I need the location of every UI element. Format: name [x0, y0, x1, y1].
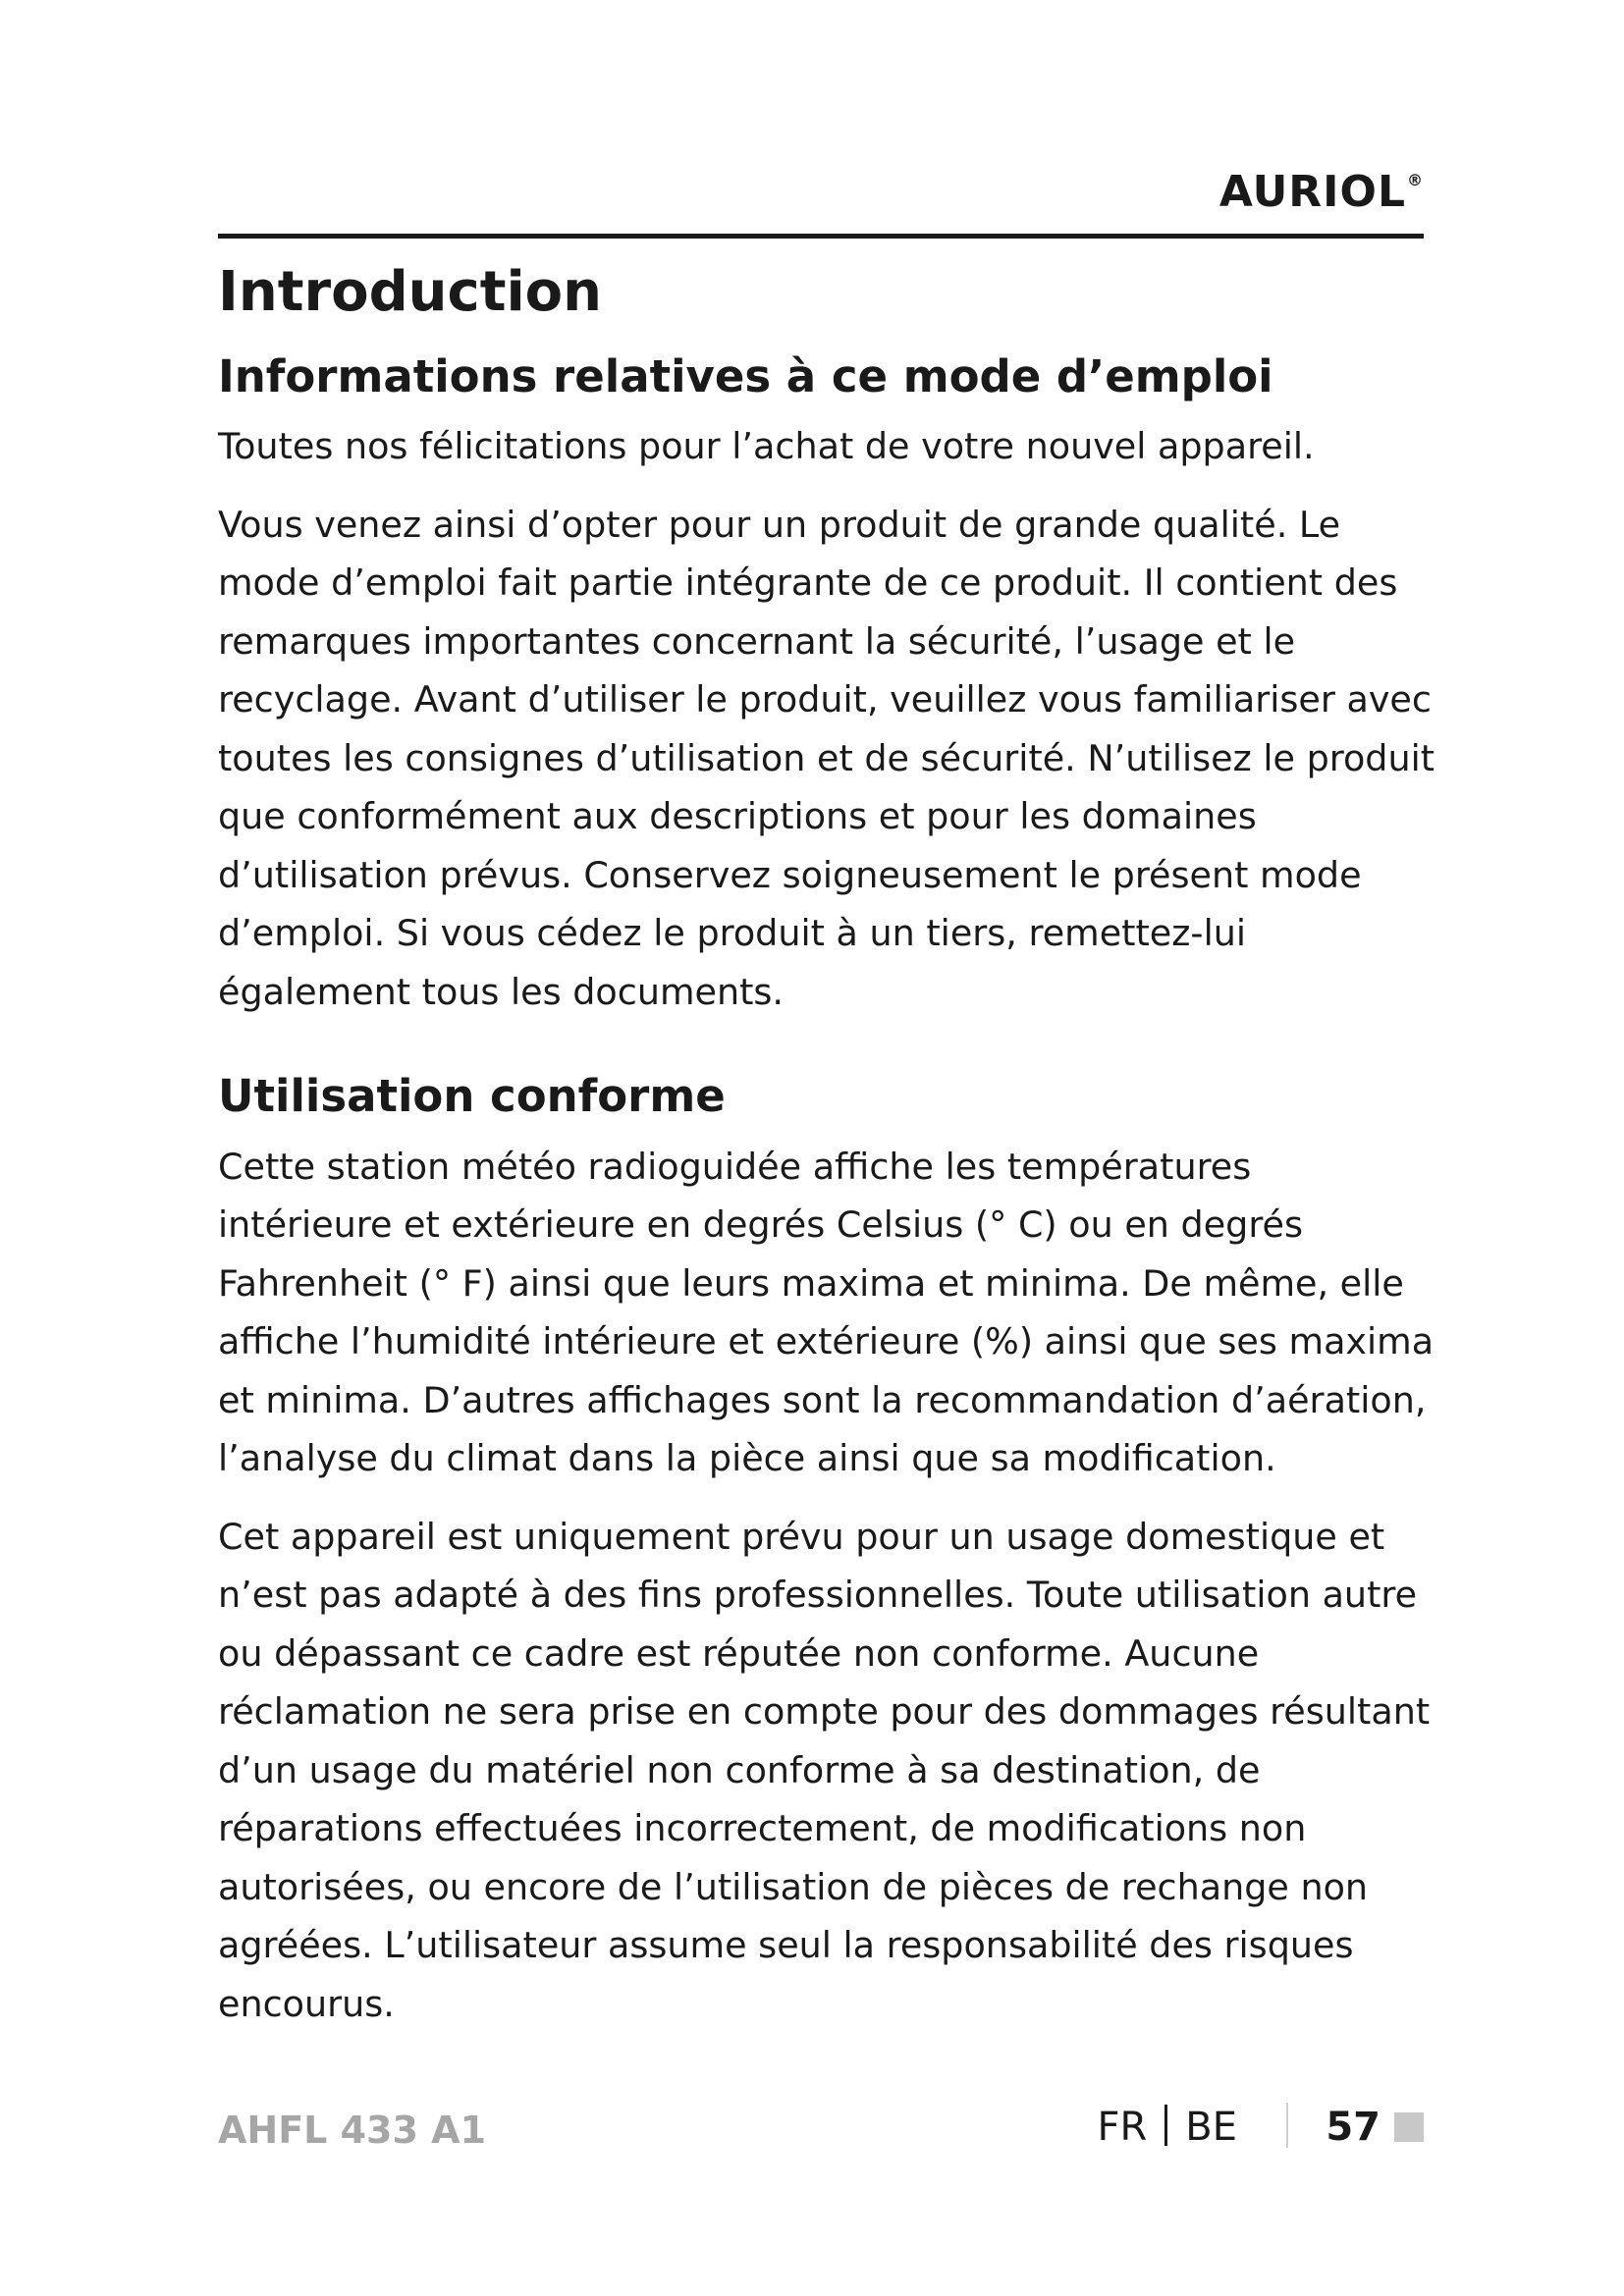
brand-name: AURIOL — [1218, 167, 1406, 217]
section-heading-manual-info: Informations relatives à ce mode d’emploi — [218, 349, 1273, 402]
header-rule — [218, 234, 1424, 239]
language-fr: FR — [1097, 2105, 1148, 2150]
language-be: BE — [1185, 2105, 1237, 2150]
language-indicator — [1097, 2105, 1237, 2150]
registered-mark: ® — [1407, 171, 1424, 189]
page-content — [218, 257, 1435, 2053]
paragraph-usage-restrictions: Cet appareil est uniquement prévu pour un usage domestique et n’est pas adapté à des fins professionnelles. Toute utilisation autre ou dépassant ce cadre est réputée non conforme. Aucune réclamation ne sera prise en compte pour des dommages résultant d’un usage du matériel non conforme à sa destination, de réparations effectuées incorrectement, de modifications non autorisées, ou encore de l’utilisation de pièces de rechange non agréées. L’utilisateur assume seul la responsabilité des risques encourus. — [218, 1515, 1431, 2025]
paragraph-manual-info: Vous venez ainsi d’opter pour un produit de grande qualité. Le mode d’emploi fait partie intégrante de ce produit. Il contient des remarques importantes concernant la sécurité, l’usage et le recyclage. Avant d’utiliser le produit, veuillez vous familiariser avec toutes les consignes d’utilisation et de sécurité. N’utilisez le produit que conformément aux descriptions et pour les domaines d’utilisation prévus. Conservez soigneusement le présent mode d’emploi. Si vous cédez le produit à un tiers, remettez-lui également tous les documents. — [218, 503, 1435, 1013]
language-separator — [1164, 2105, 1167, 2146]
page-number: 57 — [1326, 2105, 1380, 2150]
page-footer — [218, 2101, 1424, 2160]
brand-logo — [1219, 167, 1424, 217]
footer-divider — [1286, 2103, 1288, 2148]
page-title: Introduction — [218, 260, 603, 324]
model-number: AHFL 433 A1 — [218, 2109, 487, 2152]
page-marker-square — [1394, 2112, 1424, 2142]
paragraph-congratulations: Toutes nos félicitations pour l’achat de votre nouvel appareil. — [218, 425, 1315, 468]
paragraph-station-description: Cette station météo radioguidée affiche les températures intérieure et extérieure en degrés Celsius (° C) ou en degrés Fahrenheit (° F) ainsi que leurs maxima et minima. De même, elle affiche l’humidité intérieure et extérieure (%) ainsi que ses maxima et minima. D’autres affichages sont la recommandation d’aération, l’analyse du climat dans la pièce ainsi que sa modification. — [218, 1145, 1435, 1480]
section-heading-intended-use: Utilisation conforme — [218, 1070, 726, 1123]
